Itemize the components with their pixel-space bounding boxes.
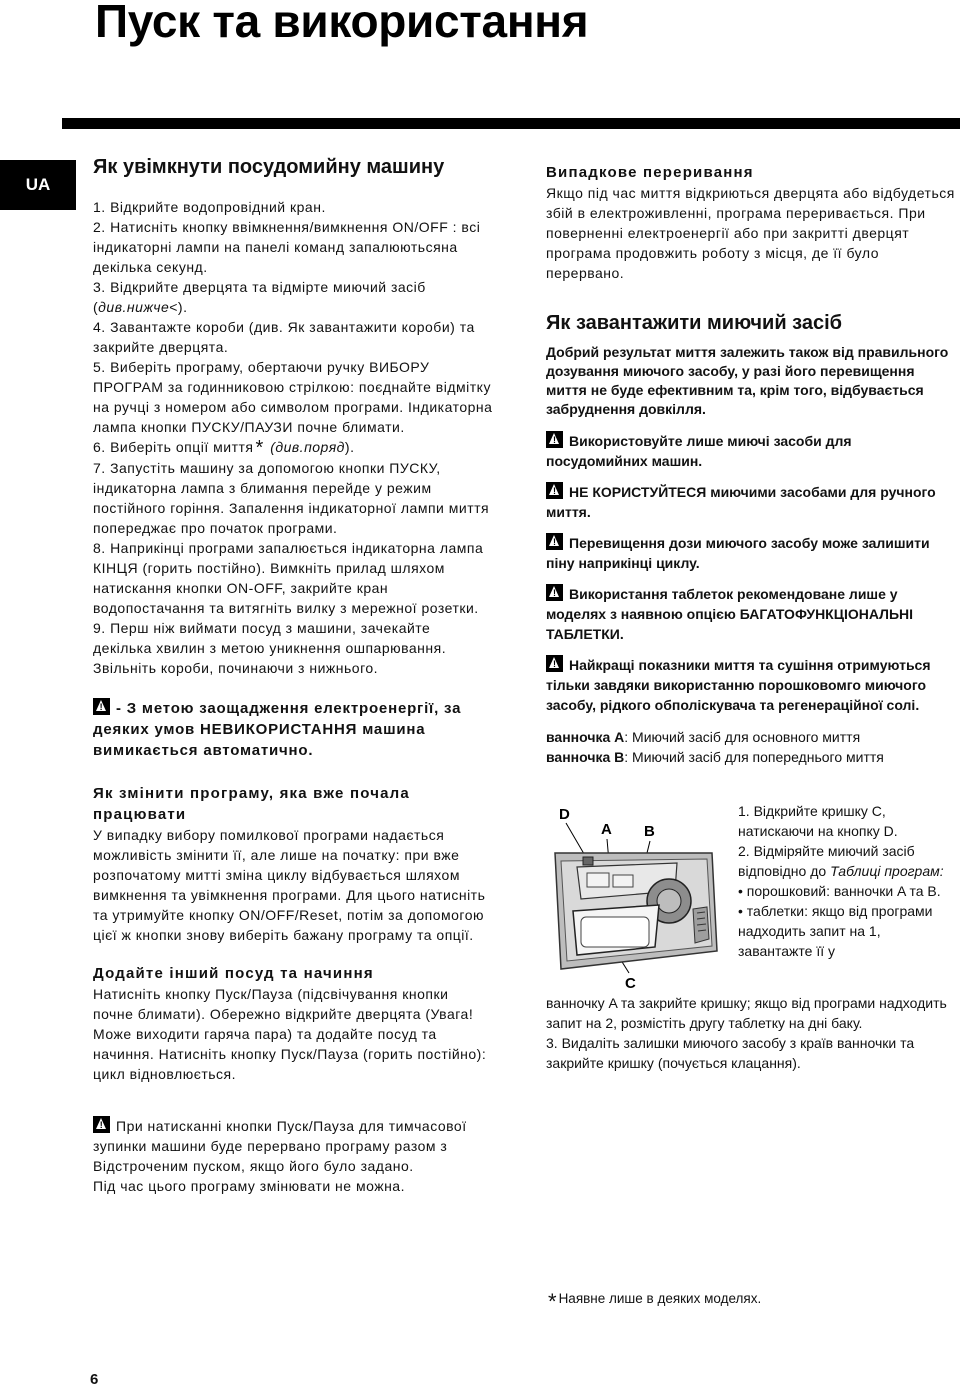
warning-icon	[546, 584, 563, 601]
dispenser-step-1: 1. Відкрийте кришку C, натискаючи на кнопку D.	[738, 803, 898, 839]
footnote-star: *	[255, 437, 264, 459]
warning-icon	[546, 482, 563, 499]
step-5: 5. Виберіть програму, обертаючи ручку ВИБОРУ ПРОГРАМ за годинниковою стрілкою: поєднайте відмітку на ручці з номером або символом програми. Індикаторна лампа кнопки ПУСКУ/ПАУЗИ почне блимати.	[93, 359, 493, 435]
left-column	[93, 155, 493, 1196]
dispenser-illustration	[547, 801, 727, 991]
warning-2: !НЕ КОРИСТУЙТЕСЯ миючими засобами для ручного миття.	[546, 482, 956, 522]
header-rule	[62, 118, 960, 129]
footnote	[548, 1289, 761, 1315]
right-column	[546, 163, 956, 767]
dispenser-step-2-tablets-cont: ванночку A та закрийте кришку; якщо від програми надходить запит на 2, розмістіть другу таблетку на дні баку.	[546, 995, 947, 1031]
footnote-mark: *	[548, 1289, 557, 1314]
load-detergent-intro: Добрий результат миття залежить також від правильного дозування миючого засобу, у разі його перевищення миття не буде ефективним та, крім того, відбувається забруднення довкілля.	[546, 344, 949, 417]
warning-3: !Перевищення дози миючого засобу може залишити піну наприкінці циклу.	[546, 533, 956, 573]
warning-icon	[93, 698, 110, 715]
dispenser-instructions	[738, 801, 956, 961]
change-program-text: У випадку вибору помилкової програми надається можливість змінити її, але лише на початку: при вже розпочатому митті зміна циклу відбувається шляхом вимкнення та увімкнення програми. Для цього натисніть та утримуйте кнопку ON/OFF/Reset, потім за допомогою цієї ж кнопки знову виберіть бажану програму та опції.	[93, 827, 486, 943]
step-8: 8. Наприкінці програми запалюється індикаторна лампа КІНЦЯ (горить постійно). Вимкніть прилад шляхом натискання кнопки ON-OFF, закрийте кран водопостачання та витягніть вилку з мережної розетки.	[93, 540, 484, 616]
load-detergent-heading: Як завантажити миючий засіб	[546, 312, 843, 334]
add-dishes-heading: Додайте інший посуд та начиння	[93, 965, 374, 982]
add-dishes-text: Натисніть кнопку Пуск/Пауза (підсвічування кнопки почне блимати). Обережно відкрийте дверцята (Увага! Може виходити гаряча пара) та додайте посуд та начиння. Натисніть кнопку Пуск/Пауза (горить постійно): цикл відновлюється.	[93, 986, 487, 1082]
pause-note-2: Під час цього програму змінювати не можна.	[93, 1178, 405, 1194]
interrupt-text: Якщо під час миття відкриються дверцята або відбудеться збій в електроживленні, програма переривається. При поверненні електроенергії або при закритті дверцят програма продовжить роботу з місця, де її було перервано.	[546, 185, 955, 281]
warning-icon	[93, 1116, 110, 1133]
warning-4: !Використання таблеток рекомендоване лише у моделях з наявною опцією БАГАТОФУНКЦІОНАЛЬНІ ТАБЛЕТКИ.	[546, 584, 956, 644]
warning-icon	[546, 655, 563, 672]
step-2: 2. Натисніть кнопку ввімкнення/вимкнення ON/OFF : всі індикаторні лампи на панелі команд запалюютьсяна декілька секунд.	[93, 219, 481, 275]
label-c: C	[625, 975, 636, 991]
interrupt-heading: Випадкове переривання	[546, 164, 754, 181]
label-d: D	[559, 806, 570, 823]
change-program-heading: Як змінити програму, яка вже почала працювати	[93, 785, 410, 823]
tray-b: ванночка B: Миючий засіб для попереднього миття	[546, 749, 884, 765]
language-tab: UA	[0, 160, 76, 210]
dispenser-step-2-tablets: • таблетки: якщо від програми надходить запит на 1, завантажте її у	[738, 903, 933, 959]
label-b: B	[644, 823, 655, 840]
step-7: 7. Запустіть машину за допомогою кнопки ПУСКУ, індикаторна лампа з блимання перейде у режим постійного горіння. Запалення індикаторної лампи миття попереджає про початок програми.	[93, 460, 490, 536]
step-1: 1. Відкрийте водопровідний кран.	[93, 199, 326, 215]
dispenser-instructions-wide	[546, 993, 956, 1073]
energy-note: !- З метою заощадження електроенергії, за деяких умов НЕВИКОРИСТАННЯ машина вимикається автоматично.	[93, 698, 493, 761]
warning-1: !Використовуйте лише миючі засоби для посудомийних машин.	[546, 431, 956, 471]
step-3-ref: див.нижче	[98, 299, 170, 315]
step-9: 9. Перш ніж виймати посуд з машини, зачекайте декілька хвилин з метою уникнення ошпарювання. Звільніть короби, починаючи з нижнього.	[93, 620, 447, 676]
dispenser-step-3: 3. Видаліть залишки миючого засобу з країв ванночки та закрийте кришку (почується клацання).	[546, 1035, 915, 1071]
warning-icon	[546, 533, 563, 550]
footnote-text: Наявне лише в деяких моделях.	[558, 1291, 762, 1306]
dispenser-step-2-powder: • порошковий: ванночки A та B.	[738, 883, 941, 899]
pause-note: !При натисканні кнопки Пуск/Пауза для тимчасової зупинки машини буде перервано програму разом з Відстроченим пуском, якщо його було задано.	[93, 1116, 493, 1176]
warning-5: !Найкращі показники миття та сушіння отримуються тільки завдяки використанню порошковомго миючого засобу, рідкого обполіскувача та регенераційної солі.	[546, 655, 956, 715]
page-number: 6	[90, 1371, 99, 1388]
step-4: 4. Завантажте короби (див. Як завантажити короби) та закрийте дверцята.	[93, 319, 475, 355]
tray-a: ванночка A: Миючий засіб для основного миття	[546, 729, 861, 745]
page-title: Пуск та використання	[95, 0, 589, 47]
step-3: 3. Відкрийте дверцята та відмірте миючий засіб (див.нижче<).	[93, 279, 426, 315]
dispenser-step-2: 2. Відміряйте миючий засіб відповідно до Таблиці програм:	[738, 843, 944, 879]
warning-icon	[546, 431, 563, 448]
section-heading-power-on: Як увімкнути посудомийну машину	[93, 156, 445, 178]
step-6: 6. Виберіть опції миття * (див.поряд).	[93, 437, 355, 459]
label-a: A	[601, 821, 612, 838]
